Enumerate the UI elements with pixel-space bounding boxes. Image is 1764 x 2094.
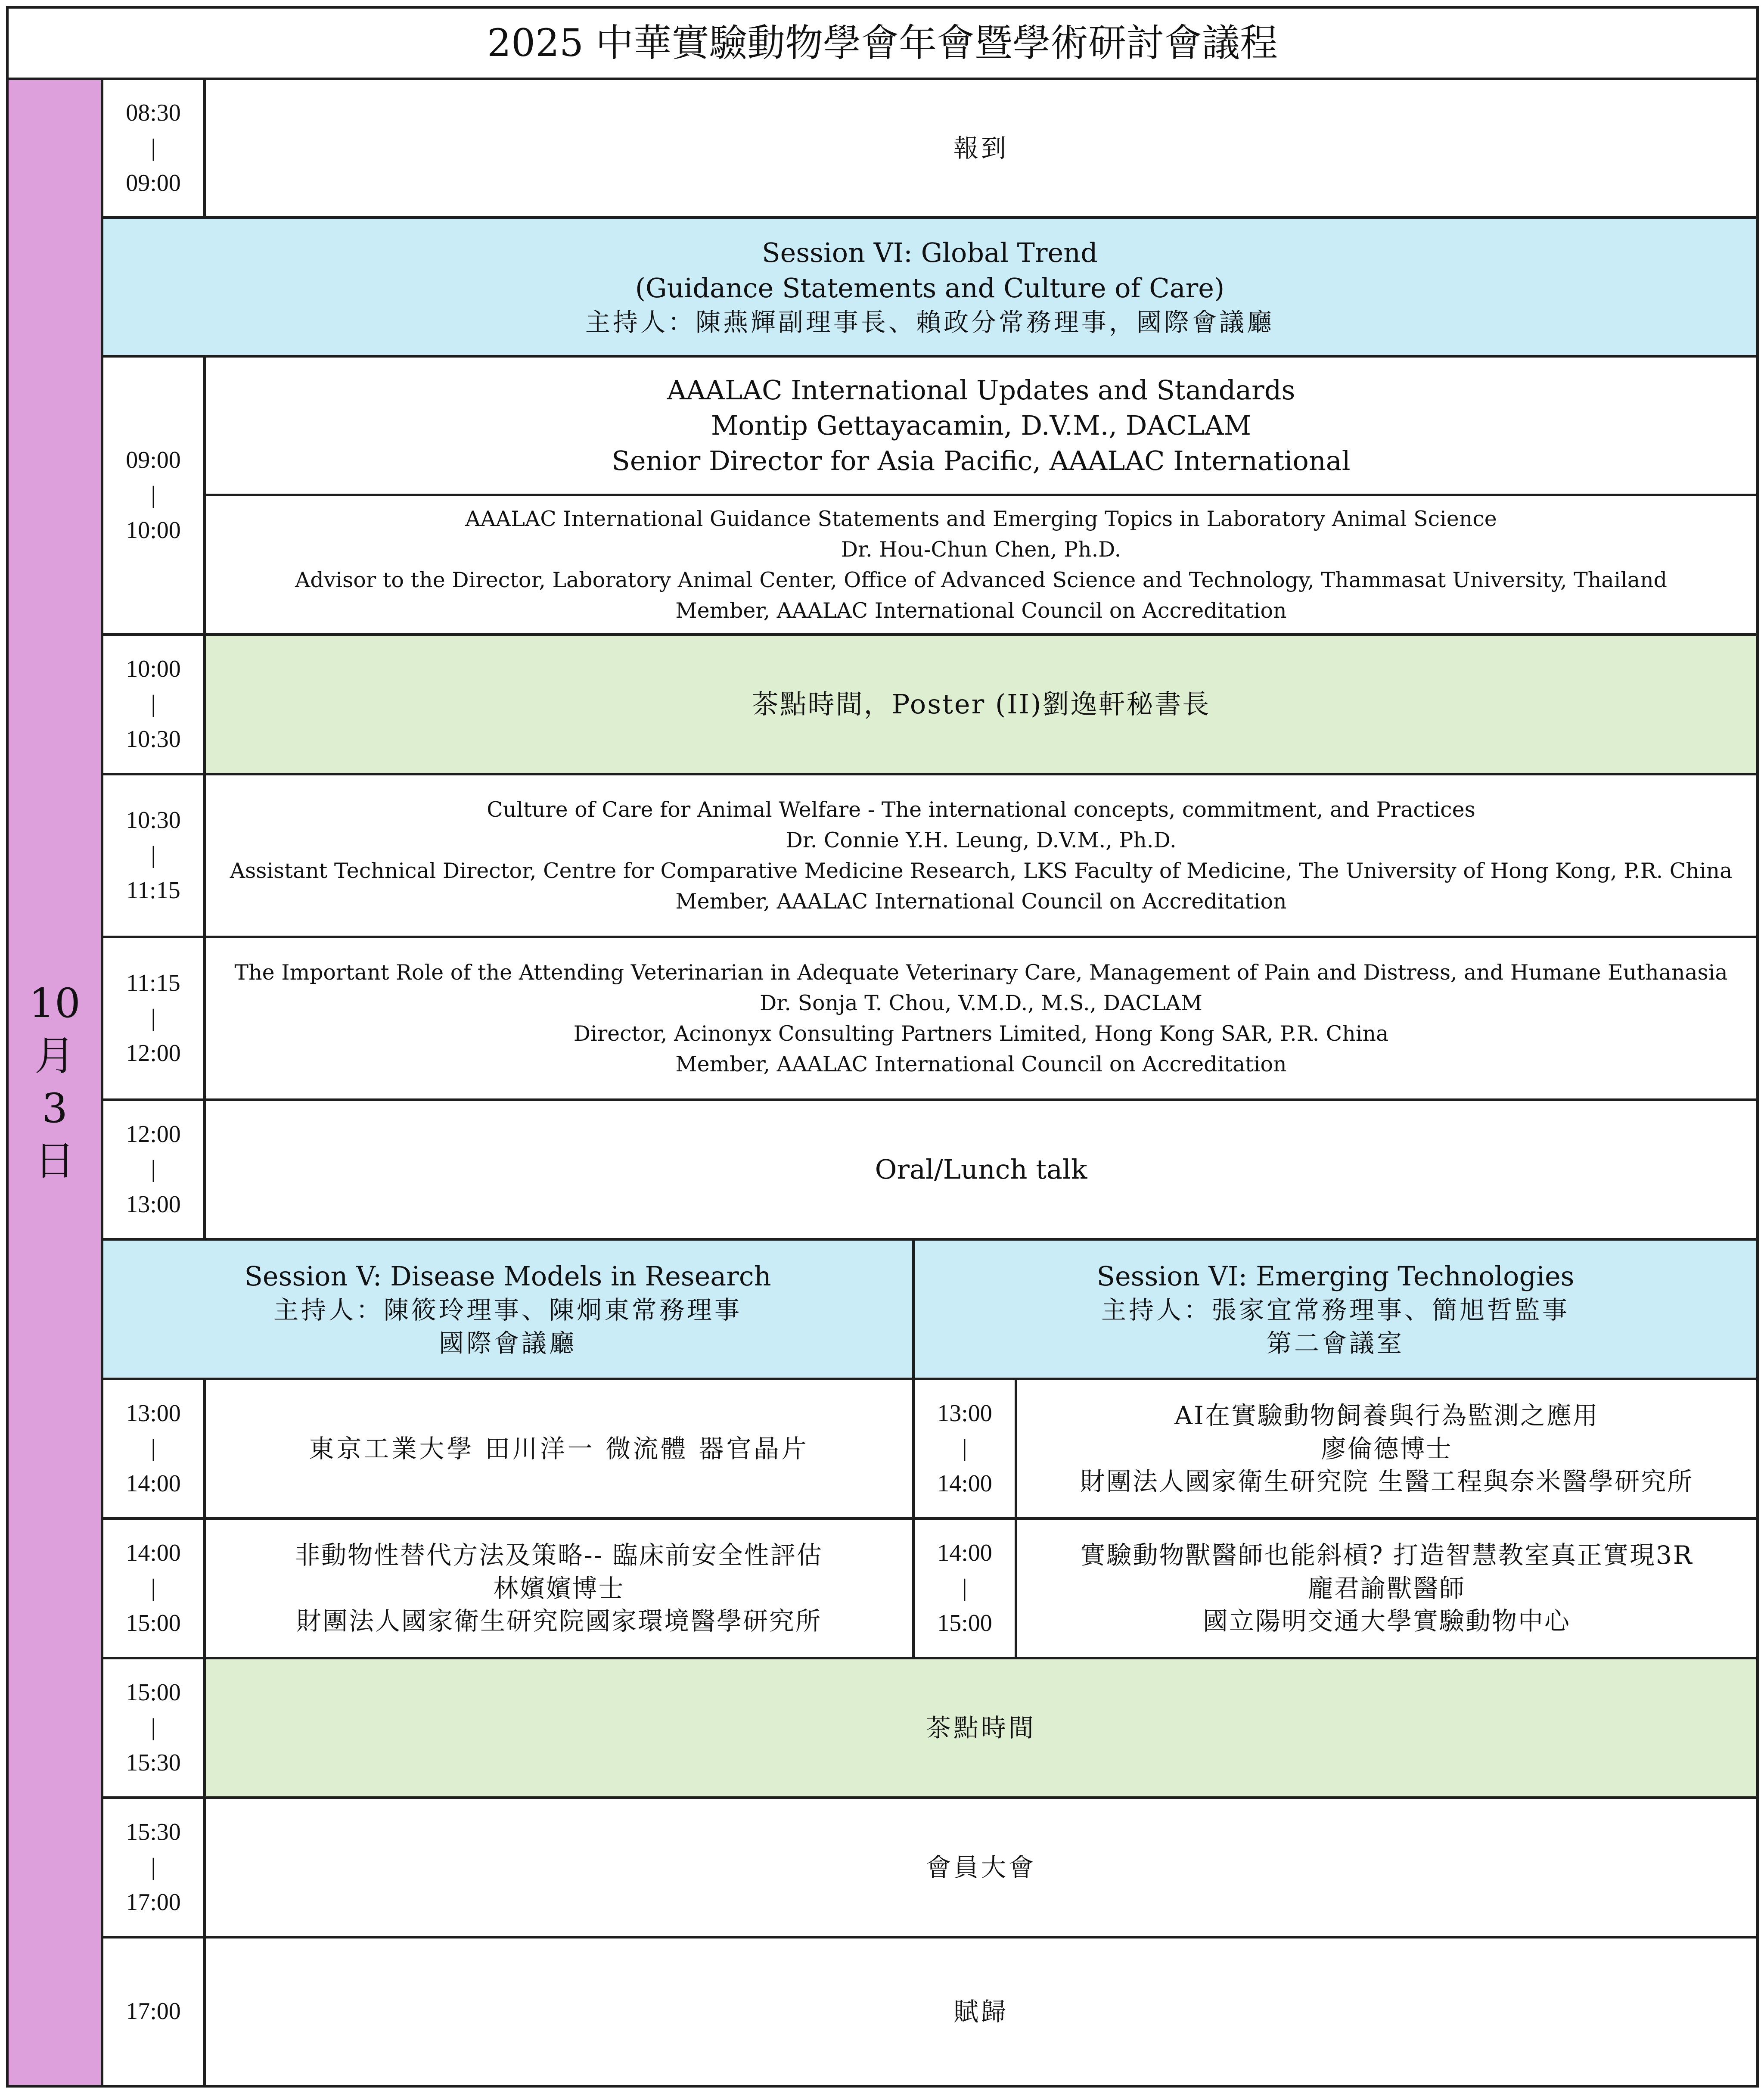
session-global-trend-header: Session VI: Global Trend (Guidance Statements and Culture of Care) 主持人：陳燕輝副理事長、賴政分常務理事，國際會議廳 [101,216,1759,358]
talk-ai-monitoring: AI在實驗動物飼養與行為監測之應用 廖倫德博士 財團法人國家衛生研究院 生醫工程與奈米醫學研究所 [1015,1378,1759,1520]
talk-non-animal-alternatives: 非動物性替代方法及策略-- 臨床前安全性評估 林嬪嬪博士 財團法人國家衛生研究院國家環境醫學研究所 [203,1517,915,1659]
time-slot: 14:00 | 15:00 [101,1517,206,1659]
talk-culture-of-care: Culture of Care for Animal Welfare - The international concepts, commitment, and Practices Dr. Connie Y.H. Leung, D.V.M., Ph.D. Assistant Technical Director, Centre for Comparative Medicine Research, LKS Faculty of Medicine, The University of Hong Kong, P.R. China Member, AAALAC International Council on Accreditation [203,773,1759,938]
time-slot: 11:15 | 12:00 [101,936,206,1101]
tea-break: 茶點時間 [203,1657,1759,1799]
date-number: 10 [29,980,81,1027]
registration-cell [203,78,1759,219]
time-slot: 10:00 | 10:30 [101,633,206,775]
talk-attending-veterinarian: The Important Role of the Attending Veterinarian in Adequate Veterinary Care, Management of Pain and Distress, and Humane Euthanasia Dr. Sonja T. Chou, V.M.D., M.S., DACLAM Director, Acinonyx Consulting Partners Limited, Hong Kong SAR, P.R. China Member, AAALAC International Council on Accreditation [203,936,1759,1101]
departure: 賦歸 [203,1936,1759,2088]
date-month: 月 [34,1032,75,1080]
date-column [6,78,103,2088]
talk-aaalac-updates: AAALAC International Updates and Standards Montip Gettayacamin, D.V.M., DACLAM Senior Director for Asia Pacific, AAALAC International [203,355,1759,496]
session-v-header: Session V: Disease Models in Research 主持人：陳筱玲理事、陳炯東常務理事 國際會議廳 [101,1238,915,1380]
talk-smart-classroom: 實驗動物獸醫師也能斜槓? 打造智慧教室真正實現3R 龐君諭獸醫師 國立陽明交通大學實驗動物中心 [1015,1517,1759,1659]
tea-break-poster: 茶點時間，Poster (II)劉逸軒秘書長 [203,633,1759,775]
talk-microfluidics: 東京工業大學 田川洋一 微流體 器官晶片 [203,1378,915,1520]
session-vi-emerging-header: Session VI: Emerging Technologies 主持人：張家宜常務理事、簡旭哲監事 第二會議室 [912,1238,1759,1380]
talk-aaalac-guidance: AAALAC International Guidance Statements and Emerging Topics in Laboratory Animal Science Dr. Hou-Chun Chen, Ph.D. Advisor to the Director, Laboratory Animal Center, Office of Advanced Science and Technology, Thammasat University, Thailand Member, AAALAC International Council on Accreditation [203,494,1759,636]
page-title [6,6,1759,80]
time-slot: 14:00 | 15:00 [912,1517,1017,1659]
time-slot: 10:30 | 11:15 [101,773,206,938]
time-slot: 09:00 | 10:00 [101,355,206,636]
lunch-talk: Oral/Lunch talk [203,1098,1759,1241]
date-suffix: 日 [34,1138,75,1185]
time-slot: 17:00 [101,1936,206,2088]
time-slot: 13:00 | 14:00 [101,1378,206,1520]
time-slot: 13:00 | 14:00 [912,1378,1017,1520]
time-slot: 15:00 | 15:30 [101,1657,206,1799]
general-assembly: 會員大會 [203,1796,1759,1938]
time-slot: 08:30 | 09:00 [101,78,206,219]
title-text: 2025 中華實驗動物學會年會暨學術研討會議程 [487,20,1278,65]
time-slot: 12:00 | 13:00 [101,1098,206,1241]
time-slot: 15:30 | 17:00 [101,1796,206,1938]
registration-text: 報到 [953,133,1009,163]
date-day: 3 [42,1085,68,1132]
